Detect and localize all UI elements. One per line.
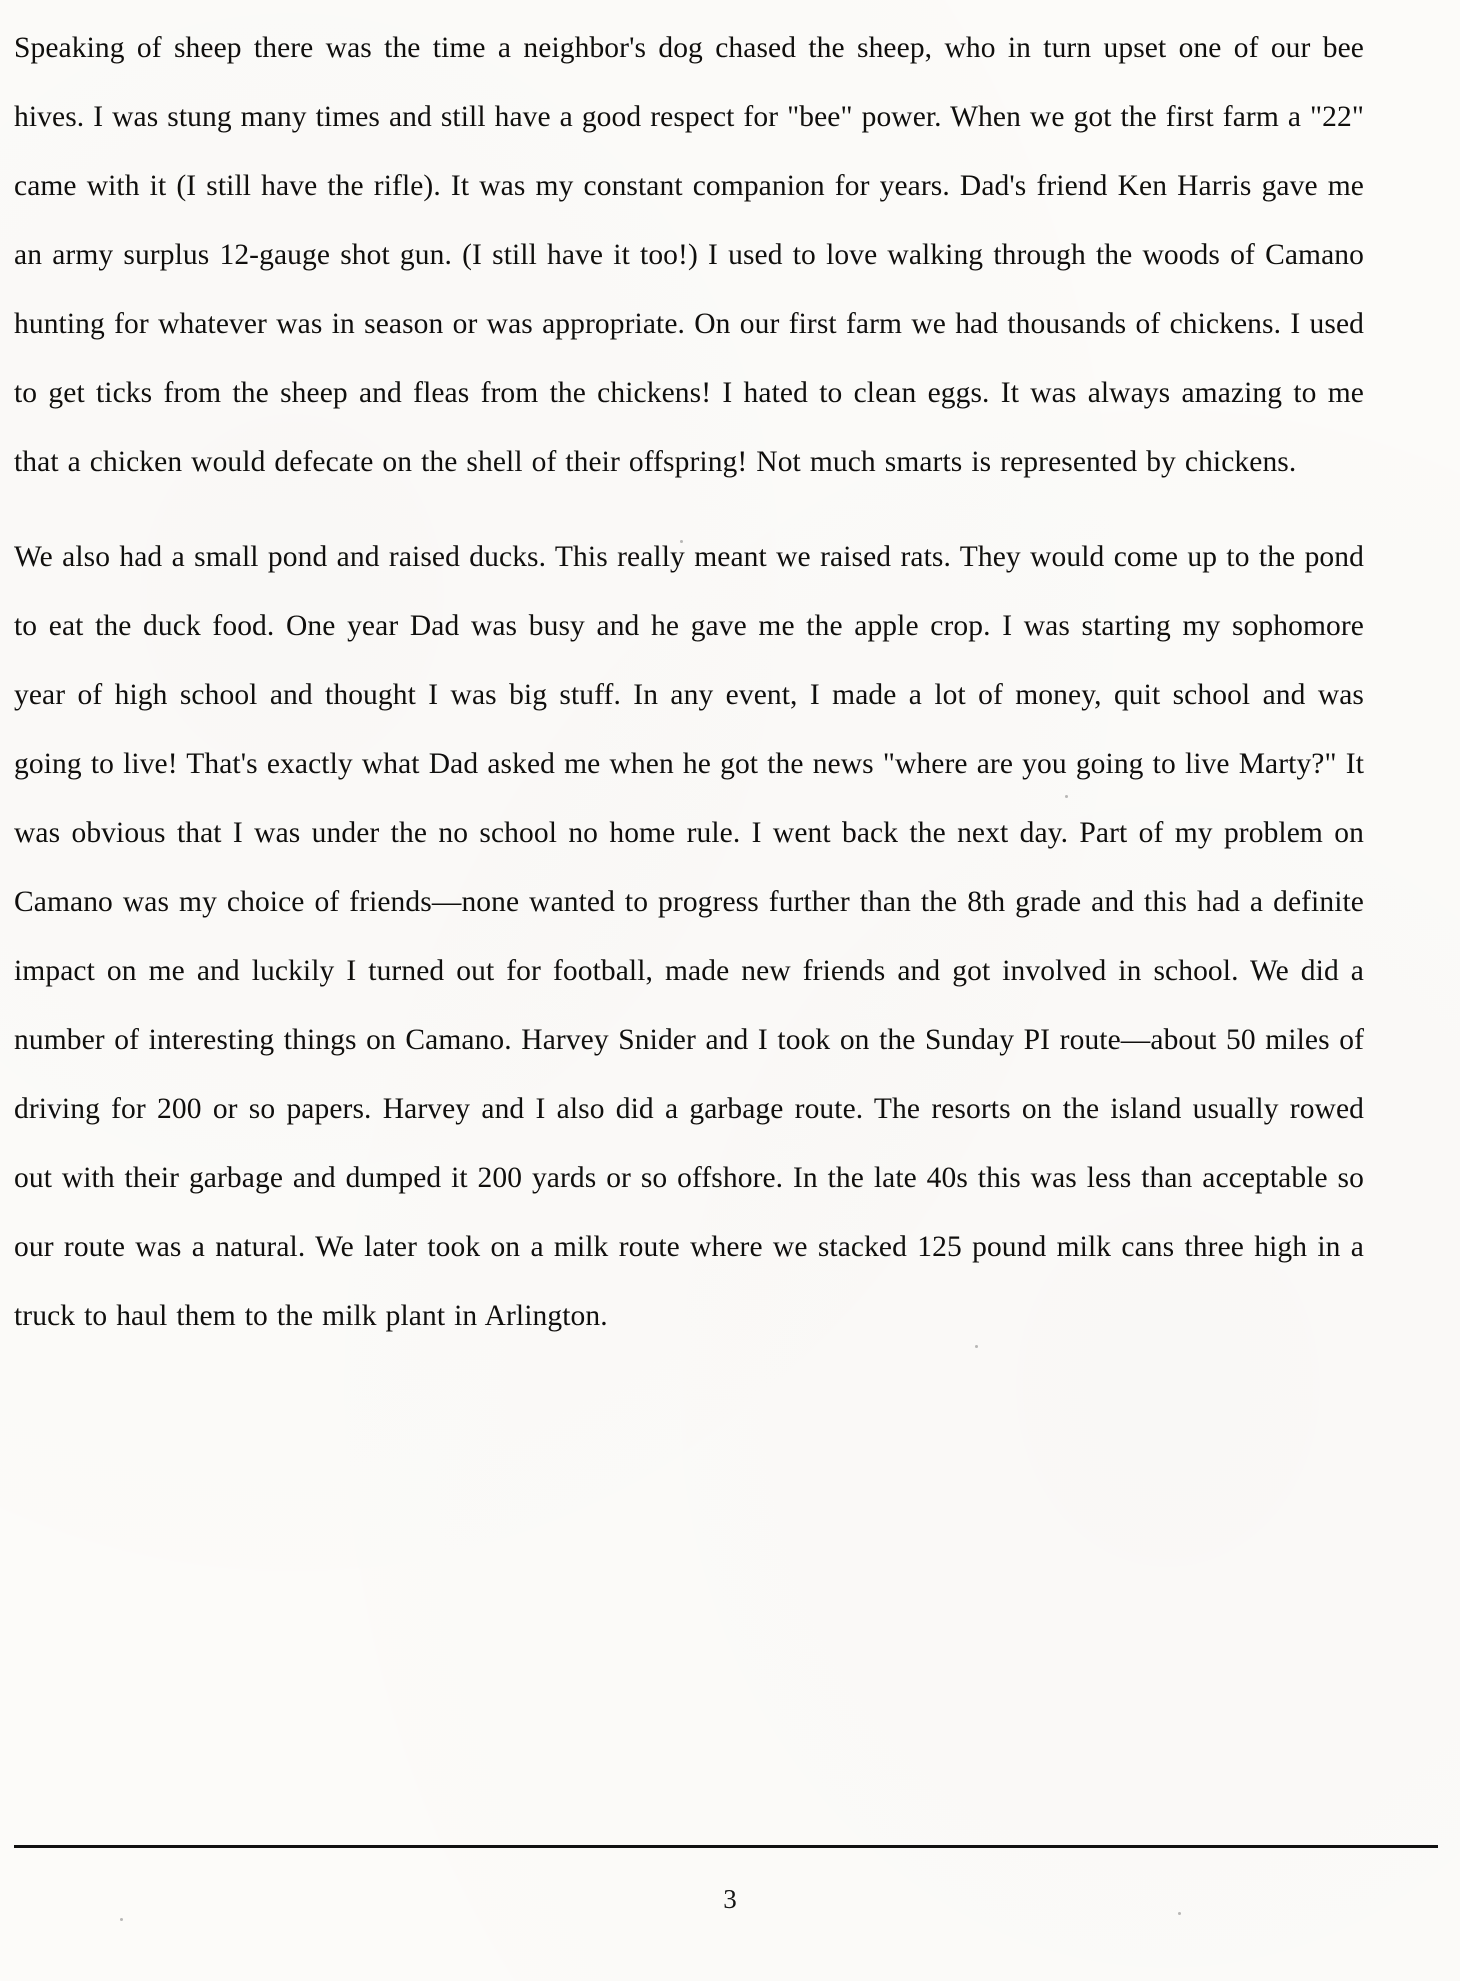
paragraph-2: We also had a small pond and raised ducks. This really meant we raised rats. They would come up to the pond to eat the duck food. One year Dad was busy and he gave me the apple crop. I was starting my sophomore year of high school and thought I was big stuff. In any event, I made a lot of money, quit school and was going to live! That's exactly what Dad asked me when he got the news "where are you going to live Marty?" It was obvious that I was under the no school no home rule. I went back the next day. Part of my problem on Camano was my choice of friends—none wanted to progress further than the 8th grade and this had a definite impact on me and luckily I turned out for football, made new friends and got involved in school. We did a number of interesting things on Camano. Harvey Snider and I took on the Sunday PI route—about 50 miles of driving for 200 or so papers. Harvey and I also did a garbage route. The resorts on the island usually rowed out with their garbage and dumped it 200 yards or so offshore. In the late 40s this was less than acceptable so our route was a natural. We later took on a milk route where we stacked 125 pound milk cans three high in a truck to haul them to the milk plant in Arlington. [14, 541, 1364, 1332]
document-body [14, 14, 1364, 1351]
paragraph-1: Speaking of sheep there was the time a neighbor's dog chased the sheep, who in turn upset one of our bee hives. I was stung many times and still have a good respect for "bee" power. When we got the first farm a "22" came with it (I still have the rifle). It was my constant companion for years. Dad's friend Ken Harris gave me an army surplus 12-gauge shot gun. (I still have it too!) I used to love walking through the woods of Camano hunting for whatever was in season or was appropriate. On our first farm we had thousands of chickens. I used to get ticks from the sheep and fleas from the chickens! I hated to clean eggs. It was always amazing to me that a chicken would defecate on the shell of their offspring! Not much smarts is represented by chickens. [14, 32, 1364, 478]
page-number: 3 [723, 1884, 737, 1914]
footer-divider [14, 1845, 1438, 1848]
scan-speck [120, 1918, 123, 1921]
